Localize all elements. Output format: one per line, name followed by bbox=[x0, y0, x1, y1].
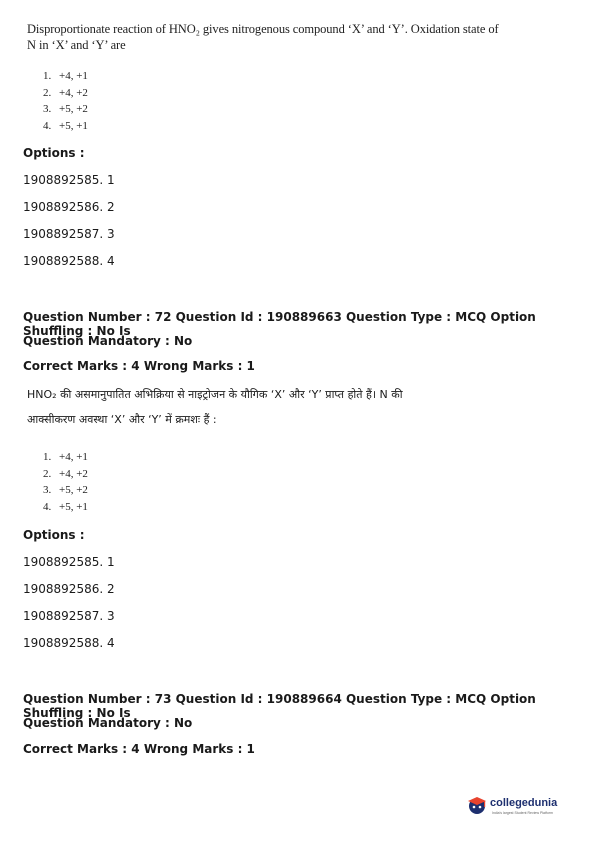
q73-marks: Correct Marks : 4 Wrong Marks : 1 bbox=[23, 742, 255, 756]
q71-option-2: 1908892586. 2 bbox=[23, 200, 115, 214]
choice-item: 2. +4, +2 bbox=[43, 86, 88, 99]
choice-item: 4. +5, +1 bbox=[43, 119, 88, 132]
logo-wordmark: collegedunia bbox=[490, 797, 558, 809]
choice-item: 3. +5, +2 bbox=[43, 484, 88, 496]
q72-marks: Correct Marks : 4 Wrong Marks : 1 bbox=[23, 359, 255, 373]
q72-hindi-line1: HNO₂ की असमानुपातित अभिक्रिया से नाइट्रोजन के यौगिक ‘X’ और ‘Y’ प्राप्त होते हैं। N की bbox=[27, 388, 403, 401]
q72-option-1: 1908892585. 1 bbox=[23, 555, 115, 569]
q71-option-3: 1908892587. 3 bbox=[23, 227, 115, 241]
q71-text-line2: N in ‘X’ and ‘Y’ are bbox=[27, 38, 126, 52]
q71-options-label: Options : bbox=[23, 146, 85, 160]
graduation-cap-icon bbox=[466, 794, 488, 816]
q72-option-2: 1908892586. 2 bbox=[23, 582, 115, 596]
q72-choices bbox=[43, 449, 88, 515]
choice-item: 2. +4, +2 bbox=[43, 467, 88, 480]
q71-option-4: 1908892588. 4 bbox=[23, 254, 115, 268]
choice-item: 4. +5, +1 bbox=[43, 500, 88, 513]
choice-item: 1. +4, +1 bbox=[43, 451, 88, 463]
q72-options-label: Options : bbox=[23, 528, 85, 542]
q71-text-line1: Disproportionate reaction of HNO₂ gives nitrogenous compound ‘X’ and ‘Y’. Oxidation state of bbox=[27, 22, 499, 36]
q73-header-line2: Question Mandatory : No bbox=[23, 716, 193, 730]
q72-option-3: 1908892587. 3 bbox=[23, 609, 115, 623]
q71-option-1: 1908892585. 1 bbox=[23, 173, 115, 187]
q72-header-line2: Question Mandatory : No bbox=[23, 334, 193, 348]
q71-choices bbox=[43, 68, 88, 134]
choice-item: 1. +4, +1 bbox=[43, 70, 88, 82]
q73-header-line1: Question Number : 73 Question Id : 190889664 Question Type : MCQ Option Shuffling : No Is bbox=[23, 692, 536, 720]
collegedunia-logo bbox=[466, 792, 570, 820]
choice-item: 3. +5, +2 bbox=[43, 103, 88, 115]
q72-header-line1: Question Number : 72 Question Id : 190889663 Question Type : MCQ Option Shuffling : No Is bbox=[23, 310, 536, 338]
logo-tagline: India's largest Student Review Platform bbox=[492, 811, 553, 815]
q72-option-4: 1908892588. 4 bbox=[23, 636, 115, 650]
q72-hindi-line2: आक्सीकरण अवस्था ‘X’ और ‘Y’ में क्रमशः हैं : bbox=[27, 413, 217, 426]
